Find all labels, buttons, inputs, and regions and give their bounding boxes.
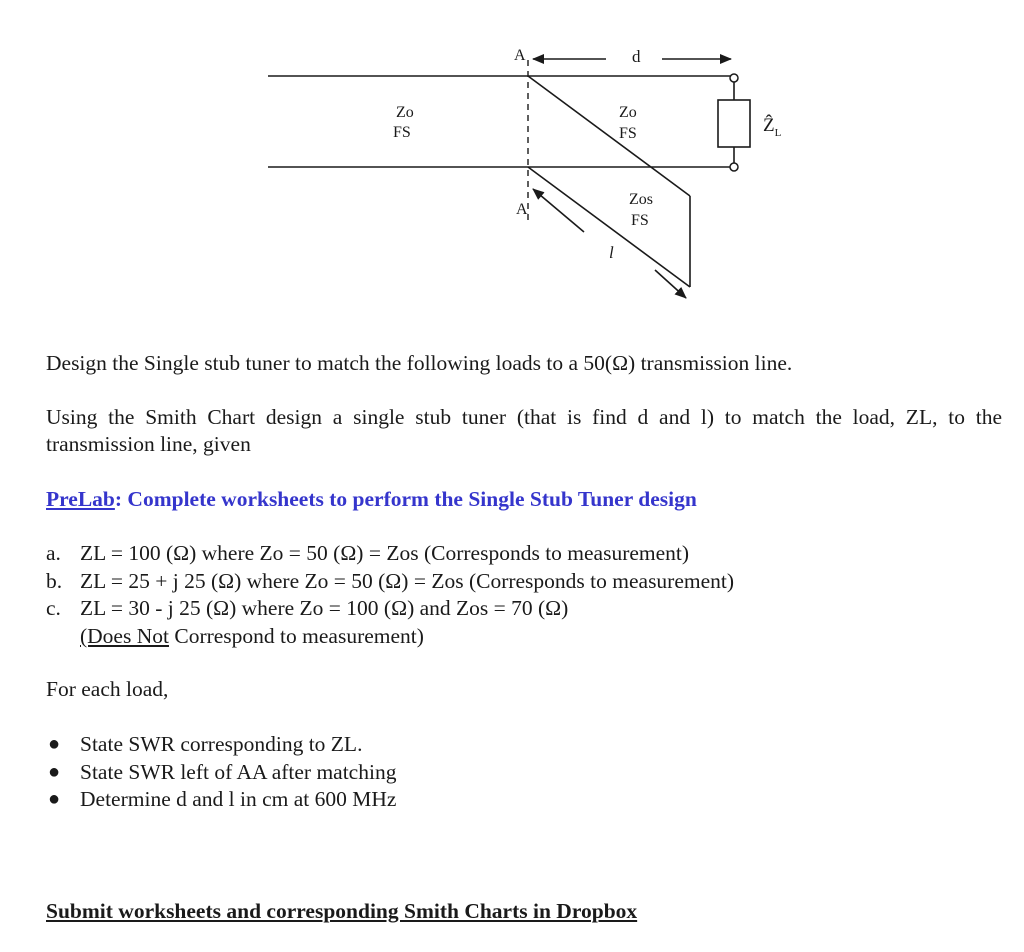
label-a-bottom: A	[516, 201, 528, 218]
load-zl-label: Ẑ$_L$	[763, 115, 782, 139]
task-text: Determine d and l in cm at 600 MHz	[80, 787, 397, 811]
stub-fs-label: FS	[631, 212, 649, 229]
smith-chart-instruction: Using the Smith Chart design a single stub tuner (that is find d and l) to match the load, ZL, to the transmission line, given	[46, 405, 1002, 456]
mid-fs-label: FS	[619, 125, 637, 142]
label-l: l	[609, 243, 614, 262]
l-arrow-down	[655, 270, 686, 298]
list-item	[46, 786, 396, 814]
list-item	[46, 540, 734, 568]
load-text: ZL = 25 + j 25 (Ω) where Zo = 50 (Ω) = Zos (Corresponds to measurement)	[80, 568, 735, 593]
l-arrow-up	[533, 189, 584, 232]
prelab-description: : Complete worksheets to perform the Single Stub Tuner design	[114, 487, 697, 511]
load-terminal-bottom	[730, 163, 738, 171]
task-text: State SWR corresponding to ZL.	[80, 732, 363, 756]
left-z0-label: Zo	[396, 104, 414, 121]
submit-instruction: Submit worksheets and corresponding Smith Charts in Dropbox	[46, 899, 638, 923]
left-fs-label: FS	[393, 124, 411, 141]
design-instruction: Design the Single stub tuner to match the following loads to a 50(Ω) transmission line.	[46, 351, 793, 375]
task-list	[46, 731, 396, 814]
list-item	[46, 759, 396, 787]
list-marker: c.	[46, 596, 61, 620]
bullet-icon: ●	[48, 788, 61, 810]
load-impedance-box	[718, 100, 750, 147]
label-a-top: A	[514, 47, 526, 64]
load-text: ZL = 30 - j 25 (Ω) where Zo = 100 (Ω) and Zos = 70 (Ω)	[80, 596, 569, 620]
bullet-icon: ●	[48, 760, 61, 783]
prelab-label: PreLab	[46, 487, 115, 511]
list-item	[46, 568, 734, 596]
stub-line-upper	[528, 76, 690, 196]
stub-line-lower	[528, 167, 690, 287]
correspond-note: Correspond to measurement)	[168, 623, 424, 648]
bullet-icon: ●	[48, 733, 61, 755]
label-d: d	[632, 47, 641, 66]
list-marker: a.	[46, 541, 61, 565]
stub-z0s-label: Zos	[629, 191, 653, 208]
mid-z0-label: Zo	[619, 104, 637, 121]
list-item	[46, 731, 396, 759]
list-marker: b.	[46, 568, 63, 593]
single-stub-tuner-diagram	[0, 0, 1024, 340]
list-item	[46, 595, 734, 650]
prelab-heading	[46, 486, 697, 513]
load-text: ZL = 100 (Ω) where Zo = 50 (Ω) = Zos (Corresponds to measurement)	[80, 541, 690, 565]
task-text: State SWR left of AA after matching	[80, 759, 397, 784]
load-list	[46, 540, 734, 650]
load-terminal-top	[730, 74, 738, 82]
does-not-note: (Does Not	[80, 623, 169, 648]
for-each-load: For each load,	[46, 677, 169, 701]
